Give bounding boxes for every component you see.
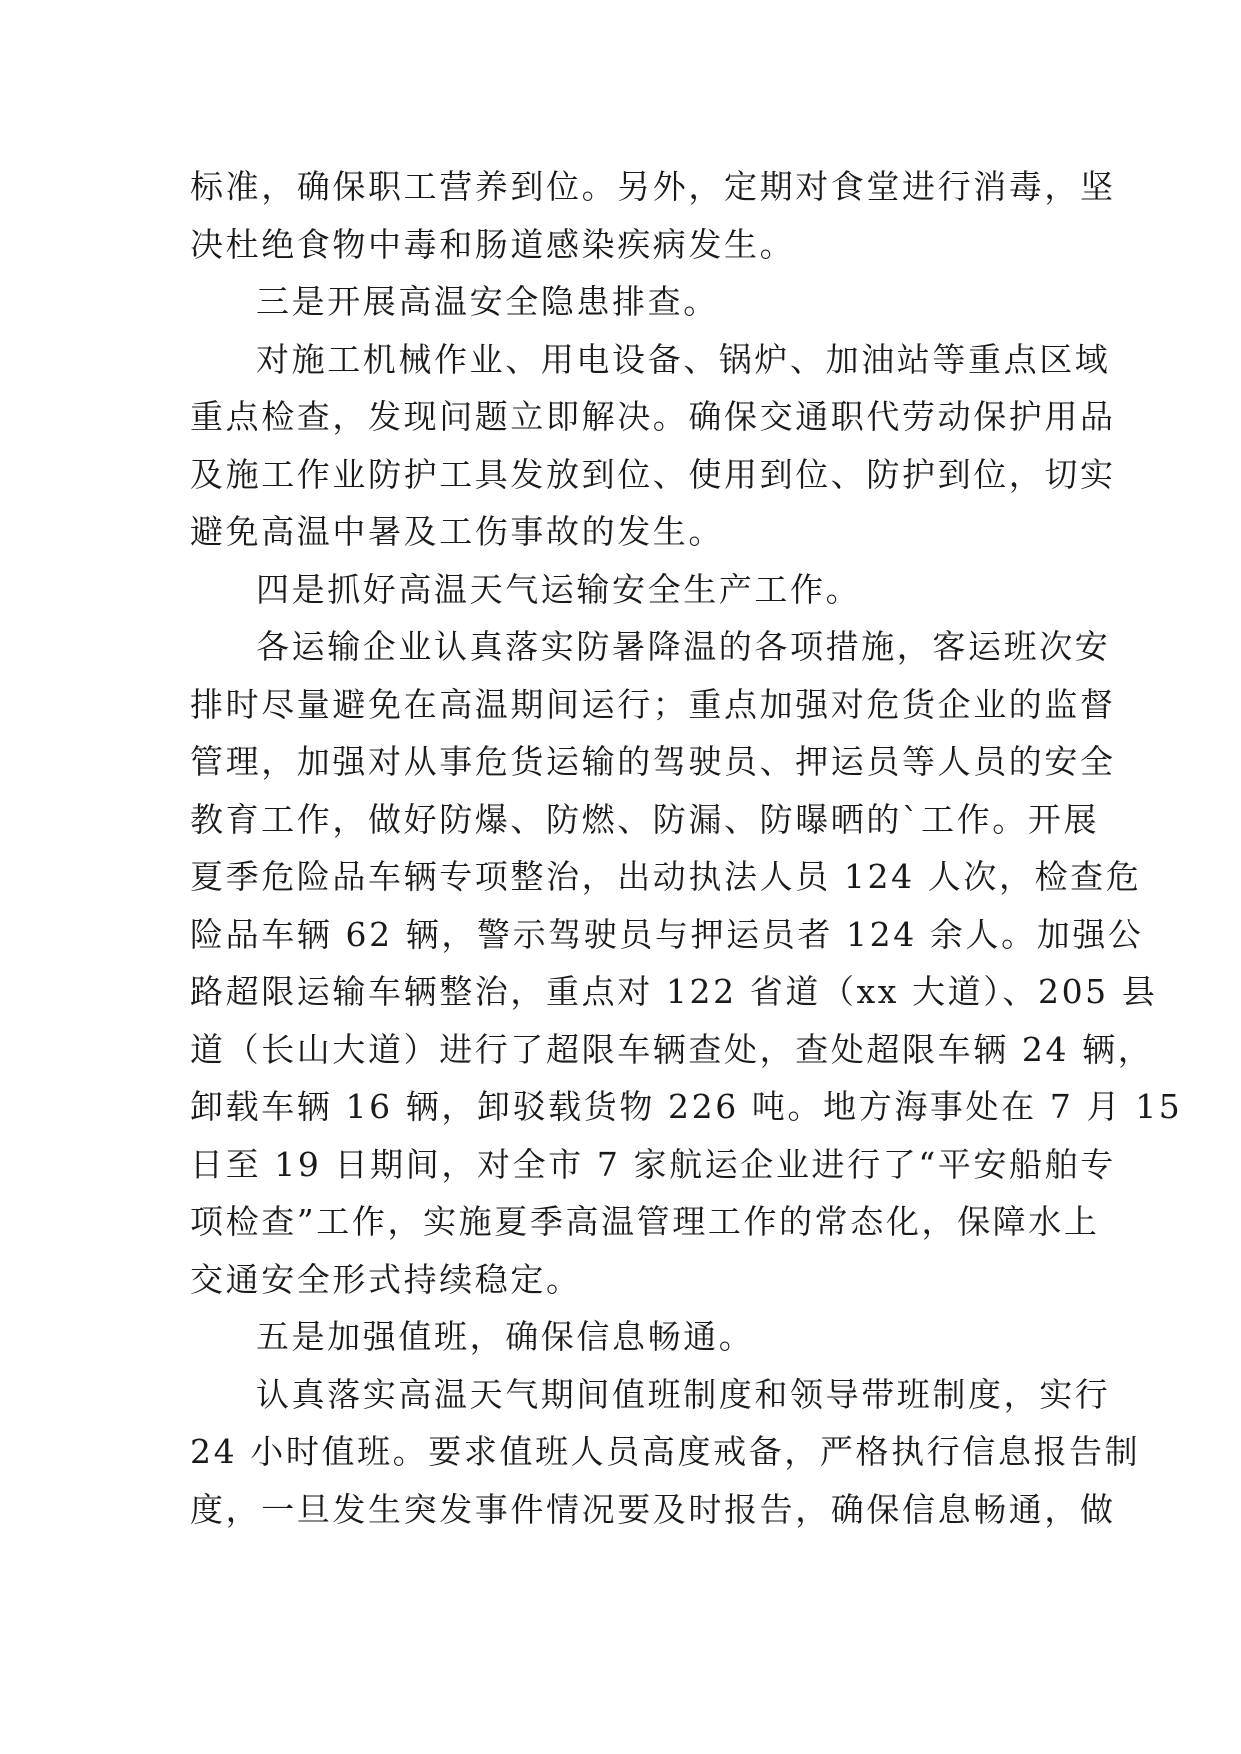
text-line: 夏季危险品车辆专项整治，出动执法人员 124 人次，检查危 <box>190 857 1142 896</box>
text-line: 度，一旦发生突发事件情况要及时报告，确保信息畅通，做 <box>190 1489 1116 1529</box>
text-line: 避免高温中暑及工伤事故的发生。 <box>190 512 724 551</box>
paragraph-first-line: 对施工机械作业、用电设备、锅炉、加油站等重点区域 <box>256 339 1111 379</box>
paragraph-first-line: 各运输企业认真落实防暑降温的各项措施，客运班次安 <box>256 627 1111 666</box>
section-heading: 四是抓好高温天气运输安全生产工作。 <box>256 569 862 609</box>
text-line: 标准，确保职工营养到位。另外，定期对食堂进行消毒，坚 <box>190 167 1116 206</box>
section-heading: 三是开展高温安全隐患排查。 <box>256 282 719 321</box>
document-body <box>190 158 1183 1538</box>
text-line: 及施工作业防护工具发放到位、使用到位、防护到位，切实 <box>190 454 1116 494</box>
text-line: 险品车辆 62 辆，警示驾驶员与押运员者 124 余人。加强公 <box>190 914 1144 954</box>
text-line: 24 小时值班。要求值班人员高度戒备，严格执行信息报告制 <box>190 1432 1141 1471</box>
text-line: 交通安全形式持续稳定。 <box>190 1259 582 1299</box>
text-line: 卸载车辆 16 辆，卸驳载货物 226 吨。地方海事处在 7 月 15 <box>190 1087 1183 1126</box>
text-line: 项检查”工作，实施夏季高温管理工作的常态化，保障水上 <box>190 1202 1100 1241</box>
text-line: 管理，加强对从事危货运输的驾驶员、押运员等人员的安全 <box>190 742 1116 781</box>
text-line: 路超限运输车辆整治，重点对 122 省道（xx 大道）、205 县 <box>190 972 1158 1011</box>
text-line: 教育工作，做好防爆、防燃、防漏、防曝晒的`工作。开展 <box>190 799 1100 839</box>
text-line: 道（长山大道）进行了超限车辆查处，查处超限车辆 24 辆， <box>190 1029 1154 1069</box>
text-line: 排时尽量避免在高温期间运行；重点加强对危货企业的监督 <box>190 684 1116 724</box>
text-line: 日至 19 日期间，对全市 7 家航运企业进行了“平安船舶专 <box>190 1144 1116 1184</box>
text-line: 决杜绝食物中毒和肠道感染疾病发生。 <box>190 224 796 264</box>
section-heading: 五是加强值班，确保信息畅通。 <box>256 1317 755 1356</box>
text-line: 重点检查，发现问题立即解决。确保交通职代劳动保护用品 <box>190 397 1116 436</box>
paragraph-first-line: 认真落实高温天气期间值班制度和领导带班制度，实行 <box>256 1374 1111 1414</box>
